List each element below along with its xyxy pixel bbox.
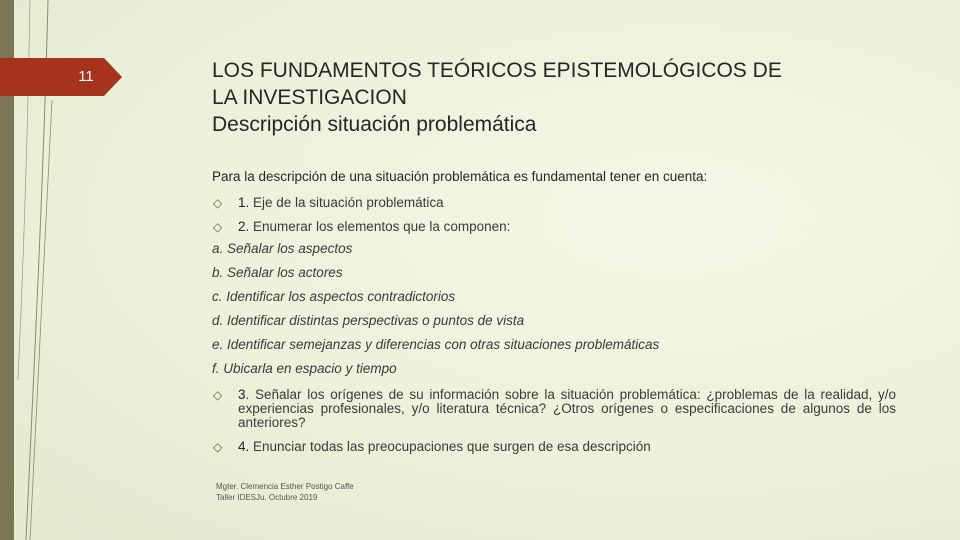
diamond-bullet-icon: ◇ bbox=[213, 196, 223, 210]
sub-item-a: a. Señalar los aspectos bbox=[212, 241, 353, 256]
sub-item-c: c. Identificar los aspectos contradictorios bbox=[212, 289, 456, 304]
diamond-bullet-icon: ◇ bbox=[213, 440, 223, 454]
sub-item-e: e. Identificar semejanzas y diferencias con otras situaciones problemáticas bbox=[212, 337, 660, 352]
slide-title bbox=[212, 57, 912, 138]
bullet-text: . Señalar los orígenes de su información sobre la situación problemática: ¿problemas de la realidad, y/o experiencias profesionales, y/o literatura técnica? ¿Otros orígenes o especificaciones de algunos de los anteriores? bbox=[238, 387, 896, 430]
footer-event: Taller IDESJu. Octubre 2019 bbox=[216, 493, 318, 502]
footer-author: Mgter. Clemencia Esther Postigo Caffe bbox=[216, 482, 354, 491]
title-line-2: LA INVESTIGACION bbox=[212, 86, 407, 109]
title-line-1: LOS FUNDAMENTOS TEÓRICOS EPISTEMOLÓGICOS DE bbox=[212, 59, 782, 82]
sub-item-list bbox=[212, 240, 896, 378]
slide-body bbox=[212, 168, 896, 454]
bullet-text: . Enumerar los elementos que la componen: bbox=[245, 219, 511, 234]
bullet-item-1 bbox=[212, 196, 896, 210]
bullet-item-3 bbox=[212, 388, 896, 430]
sub-item-d: d. Identificar distintas perspectivas o puntos de vista bbox=[212, 313, 525, 328]
bullet-item-2 bbox=[212, 220, 896, 234]
bullet-item-4 bbox=[212, 440, 896, 454]
sub-item-f: f. Ubicarla en espacio y tiempo bbox=[212, 361, 397, 376]
slide-number: 11 bbox=[78, 68, 94, 85]
sub-item-b: b. Señalar los actores bbox=[212, 265, 343, 280]
bullet-number: 3 bbox=[238, 387, 246, 402]
slide-number-badge bbox=[0, 58, 122, 96]
slide-footer bbox=[216, 481, 354, 503]
intro-text: Para la descripción de una situación problemática es fundamental tener en cuenta: bbox=[212, 169, 708, 184]
diamond-bullet-icon: ◇ bbox=[213, 220, 223, 234]
diamond-bullet-icon: ◇ bbox=[213, 388, 223, 402]
title-line-3: Descripción situación problemática bbox=[212, 113, 537, 136]
bullet-number: 4. bbox=[238, 439, 250, 454]
bullet-text: . Eje de la situación problemática bbox=[245, 195, 444, 210]
bullet-number: 2 bbox=[238, 219, 246, 234]
bullet-text: Enunciar todas las preocupaciones que surgen de esa descripción bbox=[249, 439, 651, 454]
bullet-number: 1 bbox=[238, 195, 246, 210]
